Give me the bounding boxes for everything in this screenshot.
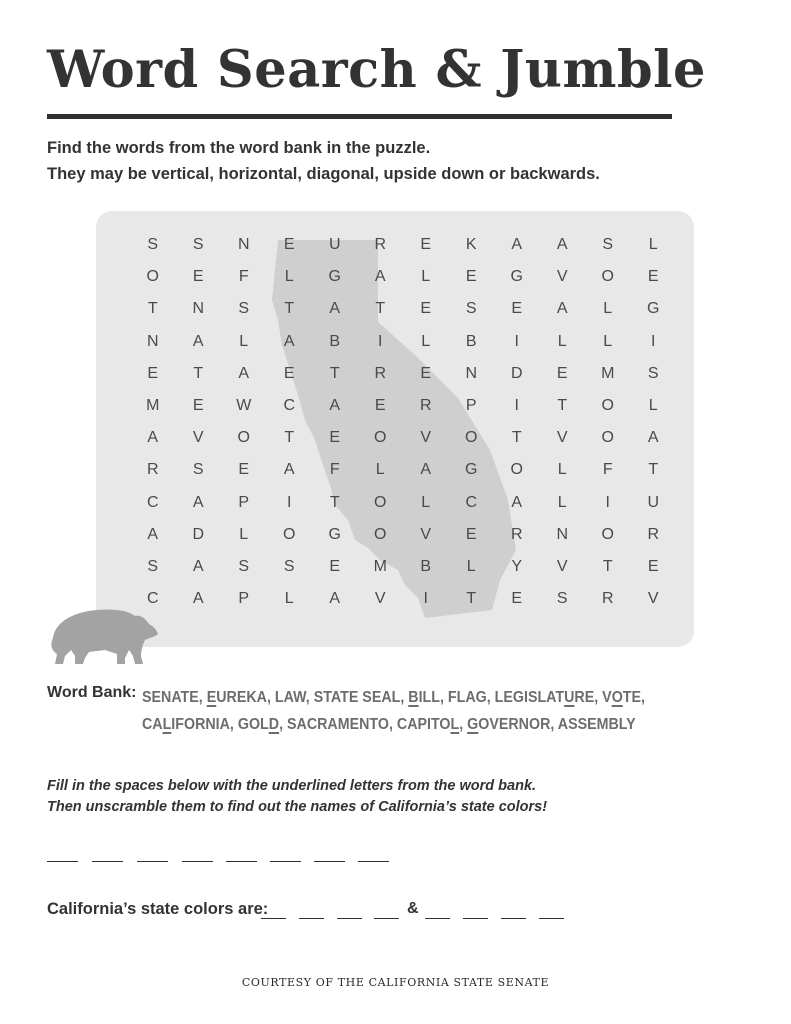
grid-cell[interactable]: O <box>237 429 250 447</box>
grid-cell[interactable]: A <box>192 557 204 575</box>
grid-cell[interactable]: S <box>283 557 295 575</box>
grid-cell[interactable]: E <box>374 396 386 414</box>
grid-cell[interactable]: S <box>147 557 159 575</box>
grid-cell[interactable]: C <box>283 396 296 414</box>
intro-line-1: Find the words from the word bank in the puzzle. <box>47 139 431 157</box>
grid-cell[interactable]: V <box>556 557 568 575</box>
word-part: SENATE <box>142 689 199 706</box>
color1-blank[interactable] <box>374 918 399 919</box>
grid-cell[interactable]: L <box>421 493 431 511</box>
grid-cell[interactable]: E <box>465 268 477 286</box>
grid-cell[interactable]: V <box>647 590 659 608</box>
grid-cell[interactable]: A <box>556 236 568 253</box>
color2-blank[interactable] <box>425 918 450 919</box>
word-part: IFORNIA, <box>171 716 234 733</box>
grid-cell[interactable]: E <box>556 364 568 382</box>
grid-cell[interactable]: T <box>284 429 295 447</box>
grid-cell[interactable]: S <box>147 236 159 253</box>
grid-cell[interactable]: L <box>603 300 613 318</box>
grid-cell[interactable]: A <box>511 493 523 511</box>
grid-cell[interactable]: T <box>193 364 204 382</box>
grid-cell[interactable]: V <box>374 590 386 608</box>
grid-cell[interactable]: E <box>647 557 659 575</box>
grid-cell[interactable]: L <box>557 332 567 350</box>
grid-cell[interactable]: R <box>510 525 523 543</box>
grid-cell[interactable]: L <box>603 332 613 350</box>
grid-cell[interactable]: E <box>192 268 204 286</box>
color2-blank[interactable] <box>539 918 564 919</box>
word-part: , <box>305 689 310 706</box>
grid-cell[interactable]: T <box>557 396 568 414</box>
word-bank-word <box>142 716 234 733</box>
grid-cell[interactable]: A <box>329 300 341 318</box>
grid-cell[interactable]: O <box>374 493 387 511</box>
grid-cell[interactable]: P <box>238 493 250 511</box>
grid-cell[interactable]: S <box>465 300 477 318</box>
grid-cell[interactable]: T <box>375 300 386 318</box>
jumble-blank[interactable] <box>314 861 345 862</box>
grid-cell[interactable]: E <box>420 236 432 253</box>
grid-cell[interactable]: I <box>651 332 656 350</box>
grid-cell[interactable]: E <box>329 429 341 447</box>
grid-cell[interactable]: S <box>192 461 204 479</box>
grid-cell[interactable]: E <box>420 364 432 382</box>
color1-blank[interactable] <box>299 918 324 919</box>
grid-cell[interactable]: K <box>465 236 477 253</box>
grid-cell[interactable]: A <box>147 525 159 543</box>
grid-cell[interactable]: F <box>602 461 613 479</box>
grid-cell[interactable]: T <box>329 364 340 382</box>
grid-cell[interactable]: T <box>284 300 295 318</box>
word-part: LAW <box>274 689 306 706</box>
grid-cell[interactable]: B <box>420 557 432 575</box>
grid-cell[interactable]: A <box>238 364 250 382</box>
grid-cell[interactable]: O <box>601 429 614 447</box>
word-bank-word <box>287 716 393 733</box>
grid-cell[interactable]: O <box>601 396 614 414</box>
grid-cell[interactable]: R <box>419 396 432 414</box>
word-part: RE, <box>574 689 599 706</box>
word-bank-word <box>397 716 463 733</box>
grid-cell[interactable]: L <box>648 396 658 414</box>
word-part: , <box>486 689 491 706</box>
grid-cell[interactable]: C <box>146 590 159 608</box>
instructions-line-2: Then unscramble them to find out the names of California’s state colors! <box>47 799 548 815</box>
word-part: SACRAMENTO <box>287 716 389 733</box>
grid-cell[interactable]: T <box>147 300 158 318</box>
grid-cell[interactable]: E <box>283 236 295 253</box>
grid-cell[interactable]: C <box>465 493 478 511</box>
grid-cell[interactable]: R <box>146 461 159 479</box>
word-part: OVERNOR, <box>478 716 555 733</box>
grid-cell[interactable]: M <box>373 557 387 575</box>
grid-cell[interactable]: G <box>328 525 341 543</box>
grid-cell[interactable]: R <box>374 236 387 253</box>
grid-cell[interactable]: E <box>147 364 159 382</box>
grid-cell[interactable]: V <box>420 525 432 543</box>
grid-cell[interactable]: W <box>236 396 252 414</box>
word-search-grid <box>130 234 676 620</box>
grid-cell[interactable]: O <box>601 525 614 543</box>
bear-icon <box>45 600 160 670</box>
grid-cell[interactable]: R <box>374 364 387 382</box>
grid-cell[interactable]: F <box>329 461 340 479</box>
grid-cell[interactable]: E <box>283 364 295 382</box>
grid-cell[interactable]: A <box>556 300 568 318</box>
color2-blank[interactable] <box>501 918 526 919</box>
grid-cell[interactable]: T <box>648 461 659 479</box>
word-part: V <box>602 689 612 706</box>
underlined-letter: B <box>408 689 419 706</box>
word-part: UREKA, <box>216 689 271 706</box>
grid-cell[interactable]: Y <box>511 557 523 575</box>
word-bank-word <box>558 716 636 733</box>
word-bank-word <box>448 689 491 706</box>
grid-cell[interactable]: L <box>284 268 294 286</box>
state-colors-label: California’s state colors are: <box>47 900 269 918</box>
color2-blank[interactable] <box>463 918 488 919</box>
grid-cell[interactable]: T <box>466 590 477 608</box>
grid-cell[interactable]: N <box>237 236 250 253</box>
underlined-letter: L <box>162 716 172 733</box>
grid-cell[interactable]: A <box>329 396 341 414</box>
grid-cell[interactable]: R <box>601 590 614 608</box>
grid-cell[interactable]: T <box>329 493 340 511</box>
grid-cell[interactable]: E <box>465 525 477 543</box>
jumble-blank[interactable] <box>358 861 389 862</box>
grid-cell[interactable]: A <box>374 268 386 286</box>
footer-credit: COURTESY OF THE CALIFORNIA STATE SENATE <box>241 976 550 989</box>
jumble-blank[interactable] <box>92 861 123 862</box>
grid-cell[interactable]: L <box>284 590 294 608</box>
underlined-letter: G <box>467 716 479 733</box>
grid-cell[interactable]: A <box>283 461 295 479</box>
grid-cell[interactable]: V <box>420 429 432 447</box>
word-bank-word <box>238 716 283 733</box>
grid-cell[interactable]: S <box>647 364 659 382</box>
word-bank-word <box>275 689 310 706</box>
page-title: Word Search & Jumble <box>47 40 706 100</box>
grid-cell[interactable]: L <box>466 557 476 575</box>
grid-cell[interactable]: S <box>238 300 250 318</box>
grid-cell[interactable]: A <box>192 590 204 608</box>
grid-cell[interactable]: O <box>374 429 387 447</box>
intro-line-2: They may be vertical, horizontal, diagonal, upside down or backwards. <box>47 165 600 183</box>
grid-cell[interactable]: T <box>511 429 522 447</box>
grid-cell[interactable]: A <box>147 429 159 447</box>
grid-cell[interactable]: G <box>647 300 660 318</box>
jumble-blank[interactable] <box>47 861 78 862</box>
grid-cell[interactable]: O <box>146 268 159 286</box>
grid-cell[interactable]: I <box>287 493 292 511</box>
word-bank-word <box>314 689 405 706</box>
instructions-line-1: Fill in the spaces below with the underlined letters from the word bank. <box>47 778 537 794</box>
grid-cell[interactable]: N <box>146 332 159 350</box>
grid-cell[interactable]: O <box>601 268 614 286</box>
grid-cell[interactable]: L <box>648 236 658 253</box>
grid-cell[interactable]: D <box>192 525 205 543</box>
grid-cell[interactable]: E <box>329 557 341 575</box>
grid-cell[interactable]: E <box>420 300 432 318</box>
grid-cell[interactable]: I <box>605 493 610 511</box>
grid-cell[interactable]: G <box>465 461 478 479</box>
word-part: GOL <box>237 716 269 733</box>
color1-blank[interactable] <box>261 918 286 919</box>
word-bank-word <box>602 689 645 706</box>
grid-cell[interactable]: A <box>420 461 432 479</box>
grid-cell[interactable]: L <box>421 268 431 286</box>
grid-cell[interactable]: N <box>192 300 205 318</box>
jumble-blank[interactable] <box>270 861 301 862</box>
grid-cell[interactable]: B <box>465 332 477 350</box>
jumble-blank[interactable] <box>226 861 257 862</box>
word-part: TE, <box>622 689 645 706</box>
underlined-letter: L <box>450 716 460 733</box>
word-bank-word <box>495 689 599 706</box>
underlined-letter: O <box>611 689 623 706</box>
grid-cell[interactable]: N <box>465 364 478 382</box>
word-part: CA <box>142 716 163 733</box>
word-part: , <box>198 689 203 706</box>
grid-cell[interactable]: B <box>329 332 341 350</box>
color1-blank[interactable] <box>337 918 362 919</box>
jumble-instructions <box>47 776 547 818</box>
word-part: CAPITO <box>396 716 451 733</box>
word-bank-word <box>207 689 271 706</box>
grid-cell[interactable]: T <box>602 557 613 575</box>
word-part: , <box>400 689 405 706</box>
grid-cell[interactable]: P <box>238 590 250 608</box>
grid-cell[interactable]: M <box>601 364 615 382</box>
grid-cell[interactable]: U <box>647 493 660 511</box>
grid-cell[interactable]: V <box>192 429 204 447</box>
word-bank-label: Word Bank: <box>47 684 137 701</box>
grid-cell[interactable]: C <box>146 493 159 511</box>
grid-cell[interactable]: U <box>328 236 341 253</box>
grid-cell[interactable]: E <box>238 461 250 479</box>
grid-cell[interactable]: S <box>602 236 614 253</box>
grid-cell[interactable]: O <box>283 525 296 543</box>
grid-cell[interactable]: G <box>510 268 523 286</box>
word-part: FLAG <box>447 689 487 706</box>
grid-cell[interactable]: E <box>192 396 204 414</box>
grid-cell[interactable]: I <box>514 332 519 350</box>
grid-cell[interactable]: O <box>510 461 523 479</box>
grid-cell[interactable]: E <box>511 590 523 608</box>
word-part: LEGISLAT <box>494 689 565 706</box>
word-bank-word <box>142 689 203 706</box>
grid-cell[interactable]: E <box>647 268 659 286</box>
underlined-letter: E <box>206 689 217 706</box>
grid-cell[interactable]: A <box>647 429 659 447</box>
grid-cell[interactable]: O <box>374 525 387 543</box>
grid-cell[interactable]: E <box>511 300 523 318</box>
grid-cell[interactable]: N <box>556 525 569 543</box>
grid-cell[interactable]: P <box>465 396 477 414</box>
grid-cell[interactable]: A <box>192 332 204 350</box>
grid-cell[interactable]: L <box>375 461 385 479</box>
grid-cell[interactable]: S <box>238 557 250 575</box>
grid-cell[interactable]: A <box>329 590 341 608</box>
grid-cell[interactable]: V <box>556 429 568 447</box>
ampersand: & <box>407 900 419 917</box>
grid-cell[interactable]: O <box>465 429 478 447</box>
underlined-letter: D <box>268 716 280 733</box>
word-part: ILL, <box>418 689 444 706</box>
underlined-letter: U <box>564 689 575 706</box>
grid-cell[interactable]: M <box>146 396 160 414</box>
grid-cell[interactable]: L <box>239 525 249 543</box>
word-bank-list <box>142 684 712 738</box>
word-bank-word <box>467 716 554 733</box>
word-part: ASSEMBLY <box>557 716 636 733</box>
grid-cell[interactable]: L <box>557 493 567 511</box>
grid-cell[interactable]: G <box>328 268 341 286</box>
grid-cell[interactable]: A <box>283 332 295 350</box>
grid-cell[interactable]: A <box>511 236 523 253</box>
jumble-blank[interactable] <box>137 861 168 862</box>
word-part: , <box>459 716 464 733</box>
grid-cell[interactable]: F <box>238 268 249 286</box>
grid-cell[interactable]: L <box>421 332 431 350</box>
grid-cell[interactable]: I <box>514 396 519 414</box>
grid-cell[interactable]: R <box>647 525 660 543</box>
grid-cell[interactable]: I <box>378 332 383 350</box>
grid-cell[interactable]: S <box>192 236 204 253</box>
grid-cell[interactable]: V <box>556 268 568 286</box>
word-part: , <box>388 716 393 733</box>
grid-cell[interactable]: A <box>192 493 204 511</box>
grid-cell[interactable]: L <box>239 332 249 350</box>
jumble-blank[interactable] <box>182 861 213 862</box>
word-part: , <box>279 716 284 733</box>
word-bank-word <box>408 689 444 706</box>
grid-cell[interactable]: I <box>423 590 428 608</box>
grid-cell[interactable]: L <box>557 461 567 479</box>
grid-cell[interactable]: D <box>510 364 523 382</box>
word-part: STATE SEAL <box>313 689 401 706</box>
grid-cell[interactable]: S <box>556 590 568 608</box>
